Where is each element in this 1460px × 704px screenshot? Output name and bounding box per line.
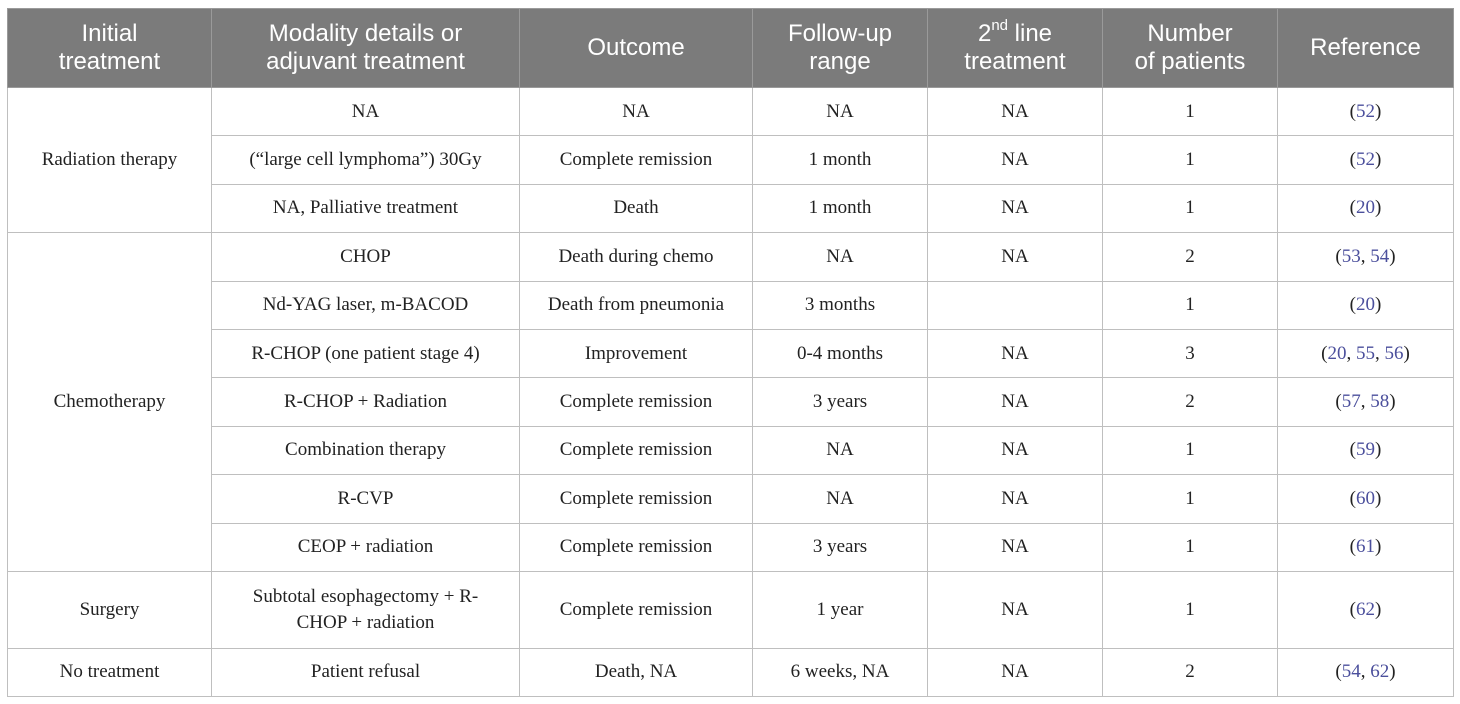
- cell-reference: [1278, 475, 1454, 523]
- cell-second-line: [928, 281, 1103, 329]
- cell-second-line: NA: [928, 648, 1103, 696]
- cell-followup: 0-4 months: [753, 329, 928, 377]
- cell-outcome: Complete remission: [520, 136, 753, 184]
- ref-close-paren: ): [1389, 245, 1396, 267]
- treatment-outcomes-table: [7, 8, 1454, 697]
- cell-reference: [1278, 136, 1454, 184]
- cell-reference: [1278, 648, 1454, 696]
- cell-outcome: Complete remission: [520, 523, 753, 571]
- ref-open-paren: (: [1349, 487, 1356, 509]
- ref-open-paren: (: [1349, 439, 1356, 461]
- ref-open-paren: (: [1349, 536, 1356, 558]
- cell-modality: NA: [212, 88, 520, 136]
- cell-second-line: NA: [928, 329, 1103, 377]
- group-no-treatment: No treatment: [8, 648, 212, 696]
- cell-reference: [1278, 571, 1454, 648]
- ref-close-paren: ): [1375, 439, 1382, 461]
- cell-patients: 1: [1103, 523, 1278, 571]
- cell-reference: [1278, 426, 1454, 474]
- table-row: [8, 329, 1454, 377]
- cell-modality: Subtotal esophagectomy + R- CHOP + radiation: [212, 571, 520, 648]
- cell-modality: Patient refusal: [212, 648, 520, 696]
- ref-close-paren: ): [1389, 391, 1396, 413]
- cell-modality: (“large cell lymphoma”) 30Gy: [212, 136, 520, 184]
- ref-close-paren: ): [1389, 661, 1396, 683]
- table-row: [8, 571, 1454, 648]
- reference-link[interactable]: 60: [1356, 487, 1375, 509]
- cell-patients: 1: [1103, 88, 1278, 136]
- cell-modality: Nd-YAG laser, m-BACOD: [212, 281, 520, 329]
- cell-modality: CEOP + radiation: [212, 523, 520, 571]
- cell-outcome: Death from pneumonia: [520, 281, 753, 329]
- cell-outcome: Death: [520, 184, 753, 232]
- ref-close-paren: ): [1375, 149, 1382, 171]
- ref-close-paren: ): [1375, 197, 1382, 219]
- cell-followup: 3 months: [753, 281, 928, 329]
- cell-patients: 1: [1103, 184, 1278, 232]
- cell-outcome: NA: [520, 88, 753, 136]
- group-radiation-therapy: Radiation therapy: [8, 88, 212, 233]
- table-row: [8, 233, 1454, 281]
- table-row: [8, 88, 1454, 136]
- header-modality: Modality details or adjuvant treatment: [212, 9, 520, 88]
- cell-second-line: NA: [928, 475, 1103, 523]
- ref-close-paren: ): [1403, 342, 1410, 364]
- cell-second-line: NA: [928, 378, 1103, 426]
- ref-close-paren: ): [1375, 536, 1382, 558]
- reference-link[interactable]: 20: [1327, 342, 1347, 364]
- ref-open-paren: (: [1335, 661, 1342, 683]
- table-row: [8, 648, 1454, 696]
- table-row: [8, 136, 1454, 184]
- header-initial-treatment: Initial treatment: [8, 9, 212, 88]
- ref-open-paren: (: [1321, 342, 1328, 364]
- cell-followup: 3 years: [753, 523, 928, 571]
- cell-reference: [1278, 523, 1454, 571]
- cell-outcome: Complete remission: [520, 475, 753, 523]
- cell-patients: 1: [1103, 281, 1278, 329]
- cell-patients: 2: [1103, 648, 1278, 696]
- reference-link[interactable]: 61: [1356, 536, 1375, 558]
- cell-second-line: NA: [928, 523, 1103, 571]
- cell-reference: [1278, 329, 1454, 377]
- cell-patients: 1: [1103, 136, 1278, 184]
- cell-outcome: Complete remission: [520, 378, 753, 426]
- cell-followup: 3 years: [753, 378, 928, 426]
- ref-separator: ,: [1375, 342, 1385, 364]
- cell-followup: NA: [753, 475, 928, 523]
- ref-open-paren: (: [1349, 294, 1356, 316]
- reference-link[interactable]: 56: [1384, 342, 1404, 364]
- reference-link[interactable]: 20: [1356, 197, 1375, 219]
- cell-followup: 1 year: [753, 571, 928, 648]
- table-row: [8, 475, 1454, 523]
- cell-outcome: Death, NA: [520, 648, 753, 696]
- cell-reference: [1278, 233, 1454, 281]
- header-second-line: 2nd line treatment: [928, 9, 1103, 88]
- reference-link[interactable]: 57: [1341, 391, 1361, 413]
- cell-second-line: NA: [928, 184, 1103, 232]
- reference-link[interactable]: 54: [1341, 661, 1361, 683]
- reference-link[interactable]: 53: [1341, 245, 1361, 267]
- reference-link[interactable]: 52: [1356, 100, 1375, 122]
- header-reference: Reference: [1278, 9, 1454, 88]
- ref-open-paren: (: [1349, 149, 1356, 171]
- ref-close-paren: ): [1375, 294, 1382, 316]
- cell-followup: 1 month: [753, 184, 928, 232]
- cell-modality: CHOP: [212, 233, 520, 281]
- reference-link[interactable]: 20: [1356, 294, 1375, 316]
- cell-patients: 1: [1103, 571, 1278, 648]
- reference-link[interactable]: 54: [1370, 245, 1390, 267]
- reference-link[interactable]: 62: [1370, 661, 1390, 683]
- cell-second-line: NA: [928, 426, 1103, 474]
- cell-second-line: NA: [928, 136, 1103, 184]
- cell-reference: [1278, 378, 1454, 426]
- cell-patients: 1: [1103, 475, 1278, 523]
- group-surgery: Surgery: [8, 571, 212, 648]
- cell-modality: R-CVP: [212, 475, 520, 523]
- ref-separator: ,: [1346, 342, 1356, 364]
- ref-separator: ,: [1360, 245, 1371, 267]
- ref-close-paren: ): [1375, 100, 1382, 122]
- cell-outcome: Death during chemo: [520, 233, 753, 281]
- cell-followup: 6 weeks, NA: [753, 648, 928, 696]
- header-patients: Number of patients: [1103, 9, 1278, 88]
- group-chemotherapy: Chemotherapy: [8, 233, 212, 572]
- cell-followup: NA: [753, 88, 928, 136]
- table-row: [8, 378, 1454, 426]
- cell-reference: [1278, 281, 1454, 329]
- reference-link[interactable]: 52: [1356, 149, 1375, 171]
- header-outcome: Outcome: [520, 9, 753, 88]
- cell-second-line: NA: [928, 233, 1103, 281]
- cell-outcome: Improvement: [520, 329, 753, 377]
- cell-patients: 3: [1103, 329, 1278, 377]
- cell-outcome: Complete remission: [520, 571, 753, 648]
- cell-outcome: Complete remission: [520, 426, 753, 474]
- cell-patients: 2: [1103, 233, 1278, 281]
- reference-link[interactable]: 62: [1356, 598, 1375, 620]
- ref-open-paren: (: [1349, 598, 1356, 620]
- header-followup: Follow-up range: [753, 9, 928, 88]
- cell-modality: R-CHOP (one patient stage 4): [212, 329, 520, 377]
- cell-modality: R-CHOP + Radiation: [212, 378, 520, 426]
- ref-separator: ,: [1360, 661, 1371, 683]
- cell-reference: [1278, 184, 1454, 232]
- ref-open-paren: (: [1349, 197, 1356, 219]
- cell-followup: NA: [753, 426, 928, 474]
- table-row: [8, 281, 1454, 329]
- reference-link[interactable]: 55: [1356, 342, 1375, 364]
- cell-second-line: NA: [928, 571, 1103, 648]
- cell-followup: 1 month: [753, 136, 928, 184]
- ref-close-paren: ): [1375, 598, 1382, 620]
- cell-modality: NA, Palliative treatment: [212, 184, 520, 232]
- reference-link[interactable]: 59: [1356, 439, 1375, 461]
- table-row: [8, 523, 1454, 571]
- header-row: [8, 9, 1454, 88]
- ref-open-paren: (: [1335, 391, 1342, 413]
- ref-close-paren: ): [1375, 487, 1382, 509]
- cell-patients: 2: [1103, 378, 1278, 426]
- cell-followup: NA: [753, 233, 928, 281]
- reference-link[interactable]: 58: [1370, 391, 1390, 413]
- ref-open-paren: (: [1335, 245, 1342, 267]
- ref-separator: ,: [1360, 391, 1371, 413]
- cell-second-line: NA: [928, 88, 1103, 136]
- table-row: [8, 426, 1454, 474]
- ref-open-paren: (: [1349, 100, 1356, 122]
- cell-patients: 1: [1103, 426, 1278, 474]
- cell-modality: Combination therapy: [212, 426, 520, 474]
- cell-reference: [1278, 88, 1454, 136]
- table-row: [8, 184, 1454, 232]
